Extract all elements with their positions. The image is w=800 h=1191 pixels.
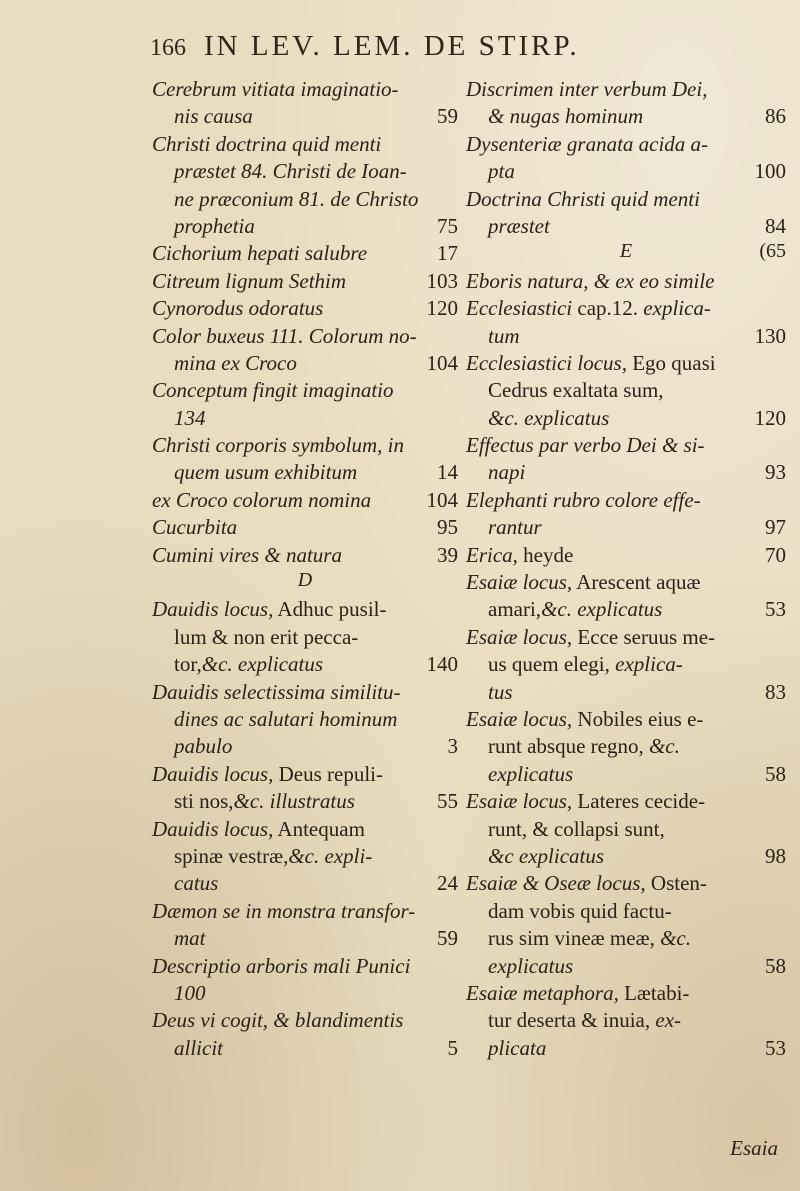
entry-line [152, 843, 458, 870]
page-ref: 53 [765, 597, 786, 622]
index-entry [152, 487, 458, 514]
entry-text-italic: Cerebrum vitiata imaginatio- [152, 77, 399, 101]
entry-line [466, 487, 786, 514]
index-entry [466, 350, 786, 432]
entry-text-italic: &c. [654, 926, 691, 951]
page-ref: 83 [765, 679, 786, 704]
entry-text-roman: sti nos, [174, 789, 234, 814]
entry-line [152, 953, 458, 980]
entry-text-italic: Esaiæ locus, [466, 706, 573, 731]
entry-text-italic: Effectus par verbo Dei & si- [466, 433, 705, 458]
entry-text-italic: napi [488, 460, 526, 485]
index-entry [466, 186, 786, 241]
index-entry [466, 131, 786, 186]
entry-line [152, 268, 458, 295]
index-entry [152, 761, 458, 816]
entry-line [152, 761, 458, 788]
entry-line [152, 542, 458, 569]
index-entry [152, 268, 458, 295]
entry-text-italic: allicit [174, 1035, 223, 1060]
entry-line [152, 898, 458, 925]
page-ref: 75 [437, 213, 458, 238]
index-entry [466, 624, 786, 706]
entry-line [152, 295, 458, 322]
entry-text-italic: 100 [174, 980, 206, 1005]
index-entry [466, 76, 786, 131]
entry-text-italic: Citreum lignum Sethim [152, 268, 347, 293]
entry-text-italic: Color buxeus 111. Colorum no- [152, 323, 417, 348]
entry-text-italic: Dauidis locus, [152, 761, 274, 786]
section-letter-text: E [619, 240, 633, 263]
entry-text-italic: ne præconium 81. de Christo [174, 186, 419, 211]
entry-line [466, 131, 786, 158]
index-entry [152, 816, 458, 898]
entry-line [466, 569, 786, 596]
entry-text-italic: explica- [638, 296, 711, 321]
page-ref: 70 [765, 542, 786, 567]
entry-line [152, 158, 458, 185]
catchword: Esaia [730, 1136, 778, 1160]
entry-line [466, 432, 786, 459]
entry-line [152, 788, 458, 815]
entry-text-roman: rus sim vineæ meæ, [488, 926, 655, 951]
entry-text-roman: runt, & collapsi sunt, [488, 816, 665, 841]
entry-line [466, 980, 786, 1007]
entry-line [466, 514, 786, 541]
entry-line [466, 1035, 786, 1062]
page-ref: 86 [765, 104, 786, 129]
entry-text-italic: Conceptum fingit imaginatio [152, 378, 394, 403]
entry-line [466, 843, 786, 870]
entry-text-italic: Cichorium hepati salubre [152, 241, 368, 266]
entry-line [466, 651, 786, 678]
entry-text-roman: Cedrus exaltata sum, [488, 378, 664, 403]
page-ref: (65 [759, 240, 786, 263]
entry-line [152, 1035, 458, 1062]
index-entry [152, 131, 458, 241]
index-entry [466, 980, 786, 1062]
entry-line [152, 213, 458, 240]
entry-text-italic: præstet 84. Christi de Ioan- [174, 159, 407, 184]
entry-text-roman: dam vobis quid factu- [488, 898, 672, 923]
entry-line [466, 103, 786, 130]
section-letter [466, 240, 786, 267]
page-ref: 93 [765, 460, 786, 485]
entry-line [152, 240, 458, 267]
entry-line [152, 706, 458, 733]
entry-line [466, 788, 786, 815]
page-ref: 84 [765, 213, 786, 238]
entry-text-roman: Arescent aquæ [572, 570, 701, 595]
page-ref: 17 [437, 241, 458, 266]
entry-text-italic: Discrimen inter verbum Dei, [466, 77, 708, 101]
index-entry [466, 706, 786, 788]
entry-text-italic: Deus vi cogit, & blandimentis [152, 1008, 404, 1033]
entry-line [152, 103, 458, 130]
entry-text-roman: Ego quasi [626, 350, 716, 375]
section-letter-text: D [297, 569, 313, 592]
entry-text-roman: Osten- [645, 871, 707, 896]
entry-text-italic: Dauidis selectissima similitu- [152, 679, 401, 704]
index-entry [466, 542, 786, 569]
entry-line [152, 377, 458, 404]
page-ref: 120 [754, 405, 786, 430]
index-entry [466, 487, 786, 542]
page-ref: 95 [437, 515, 458, 540]
page-ref: 120 [426, 296, 458, 321]
index-entry [152, 1007, 458, 1062]
entry-text-roman: tur deserta & inuia, [488, 1008, 651, 1033]
entry-line [152, 350, 458, 377]
index-entry [152, 432, 458, 487]
entry-text-italic: Esaiæ & Oseæ locus, [466, 871, 646, 896]
index-column-left [152, 76, 458, 1062]
page-ref: 140 [426, 652, 458, 677]
entry-text-italic: mat [174, 926, 206, 951]
entry-text-italic: pta [488, 159, 515, 184]
entry-line [152, 186, 458, 213]
entry-line [152, 733, 458, 760]
entry-text-italic: Cynorodus odoratus [152, 296, 324, 321]
entry-line [466, 596, 786, 623]
entry-line [152, 596, 458, 623]
entry-text-italic: quem usum exhibitum [174, 460, 358, 485]
entry-line [152, 323, 458, 350]
running-title: IN LEV. LEM. DE STIRP. [204, 30, 580, 62]
entry-text-italic: explicatus [488, 761, 574, 786]
index-entry [152, 679, 458, 761]
entry-line [466, 377, 786, 404]
entry-text-italic: Dauidis locus, [152, 816, 274, 841]
entry-line [466, 542, 786, 569]
index-entry [152, 953, 458, 1008]
index-entry [466, 295, 786, 350]
page-header [150, 30, 710, 80]
entry-line [466, 816, 786, 843]
entry-text-italic: 134 [174, 405, 206, 430]
entry-text-italic: Esaiæ locus, [466, 624, 573, 649]
entry-text-italic: rantur [488, 515, 542, 540]
entry-line [152, 459, 458, 486]
section-letter [152, 569, 458, 596]
entry-text-roman: spinæ vestræ, [174, 843, 289, 868]
entry-line [152, 405, 458, 432]
entry-text-roman: Ecce seruus me- [572, 624, 716, 649]
entry-line [466, 76, 786, 103]
entry-line [466, 870, 786, 897]
entry-text-italic: Esaiæ metaphora, [466, 980, 619, 1005]
entry-line [466, 158, 786, 185]
entry-text-italic: &c. expli- [288, 843, 373, 868]
entry-text-italic: Cumini vires & natura [152, 542, 342, 567]
index-entry [466, 788, 786, 870]
entry-line [152, 1007, 458, 1034]
index-entry [152, 377, 458, 432]
entry-line [152, 624, 458, 651]
index-entry [152, 542, 458, 569]
index-entry [152, 323, 458, 378]
entry-text-italic: tum [488, 323, 520, 348]
page-ref: 5 [447, 1035, 458, 1060]
index-column-right [466, 76, 786, 1062]
entry-line [152, 651, 458, 678]
entry-text-italic: Esaiæ locus, [466, 570, 573, 595]
entry-line [152, 131, 458, 158]
entry-text-roman: cap.12. [572, 296, 639, 321]
entry-line [466, 268, 786, 295]
page-ref: 58 [765, 953, 786, 978]
page-ref: 59 [437, 104, 458, 129]
page-ref: 98 [765, 843, 786, 868]
page-ref: 53 [765, 1035, 786, 1060]
entry-text-italic: Dauidis locus, [152, 597, 274, 622]
entry-text-italic: prophetia [174, 213, 255, 238]
entry-line [466, 213, 786, 240]
entry-line [466, 1007, 786, 1034]
entry-text-italic: Dysenteriæ granata acida a- [466, 131, 709, 156]
entry-text-italic: &c. explicatus [488, 405, 610, 430]
index-entry [152, 295, 458, 322]
entry-line [466, 953, 786, 980]
entry-text-italic: Cucurbita [152, 515, 238, 540]
entry-text-italic: Doctrina Christi quid menti [466, 186, 700, 211]
entry-text-italic: Erica, [466, 542, 518, 567]
page-ref: 130 [754, 323, 786, 348]
entry-line [466, 925, 786, 952]
entry-line [152, 432, 458, 459]
page-ref: 24 [437, 871, 458, 896]
index-entry [152, 514, 458, 541]
entry-line [152, 816, 458, 843]
page-ref: 55 [437, 789, 458, 814]
index-entry [152, 76, 458, 131]
entry-text-italic: Dæmon se in monstra transfor- [152, 898, 416, 923]
entry-text-italic: &c. explicatus [201, 652, 324, 677]
entry-text-italic: Elephanti rubro colore effe- [466, 487, 701, 512]
entry-text-roman: Adhuc pusil- [273, 597, 387, 622]
entry-text-roman: Deus repuli- [273, 761, 383, 786]
entry-text-italic: explica- [609, 652, 683, 677]
page-ref: 39 [437, 542, 458, 567]
entry-line [152, 870, 458, 897]
entry-text-italic: ex Croco colorum nomina [152, 487, 372, 512]
entry-text-roman: runt absque regno, [488, 734, 644, 759]
page-ref: 59 [437, 926, 458, 951]
page-ref: 104 [426, 350, 458, 375]
entry-text-roman: Lætabi- [618, 980, 690, 1005]
index-entry [466, 432, 786, 487]
entry-text-roman: Nobiles eius e- [572, 706, 704, 731]
entry-text-italic: &c. illustratus [233, 789, 355, 814]
entry-text-italic: dines ac salutari hominum [174, 706, 398, 731]
entry-text-italic: Christi corporis symbolum, in [152, 433, 405, 458]
entry-text-italic: &c explicatus [488, 843, 605, 868]
entry-text-italic: Eboris natura, & ex eo simile [466, 268, 715, 293]
page-ref: 103 [426, 268, 458, 293]
entry-text-italic: mina ex Croco [174, 350, 297, 375]
entry-line [152, 925, 458, 952]
entry-text-roman: tor, [174, 652, 202, 677]
entry-text-italic: præstet [488, 213, 550, 238]
entry-text-roman: Lateres cecide- [572, 789, 706, 814]
entry-line [466, 323, 786, 350]
entry-text-roman: heyde [517, 542, 574, 567]
entry-line [466, 405, 786, 432]
entry-line [152, 487, 458, 514]
index-entry [152, 898, 458, 953]
entry-text-roman: amari, [488, 597, 542, 622]
index-entry [466, 569, 786, 624]
entry-line [466, 898, 786, 925]
entry-text-roman: lum & non erit pecca- [174, 624, 359, 649]
entry-text-italic: tus [488, 679, 513, 704]
index-entry [466, 870, 786, 980]
entry-line [466, 761, 786, 788]
index-entry [152, 240, 458, 267]
page-ref: 100 [754, 159, 786, 184]
entry-text-italic: Esaiæ locus, [466, 789, 573, 814]
entry-text-italic: Christi doctrina quid menti [152, 131, 382, 156]
entry-line [152, 679, 458, 706]
entry-line [466, 733, 786, 760]
entry-line [466, 679, 786, 706]
entry-text-italic: plicata [488, 1035, 547, 1060]
entry-line [466, 459, 786, 486]
entry-text-italic: nis causa [174, 104, 253, 129]
page-ref: 97 [765, 515, 786, 540]
page-ref: 104 [426, 487, 458, 512]
entry-text-roman: Antequam [273, 816, 365, 841]
entry-text-italic: pabulo [174, 734, 233, 759]
index-entry [152, 596, 458, 678]
entry-text-italic: explicatus [488, 953, 574, 978]
entry-line [466, 706, 786, 733]
entry-text-italic: &c. explicatus [541, 597, 663, 622]
entry-text-italic: Ecclesiastici locus, [466, 350, 627, 375]
entry-text-italic: Descriptio arboris mali Punici [152, 953, 411, 978]
entry-line [466, 350, 786, 377]
entry-line [466, 295, 786, 322]
entry-text-italic: catus [174, 871, 219, 896]
entry-line [152, 514, 458, 541]
entry-line [466, 186, 786, 213]
entry-line [152, 76, 458, 103]
page-ref: 14 [437, 460, 458, 485]
entry-text-italic: &c. [643, 734, 680, 759]
entry-text-italic: ex- [650, 1008, 682, 1033]
index-entry [466, 268, 786, 295]
page-number: 166 [150, 35, 186, 61]
page-ref: 58 [765, 761, 786, 786]
entry-text-italic: & nugas hominum [488, 104, 644, 129]
entry-line [466, 624, 786, 651]
entry-text-roman: us quem elegi, [488, 652, 610, 677]
page-ref: 3 [447, 734, 458, 759]
entry-line [152, 980, 458, 1007]
entry-text-italic: Ecclesiastici [466, 296, 573, 321]
